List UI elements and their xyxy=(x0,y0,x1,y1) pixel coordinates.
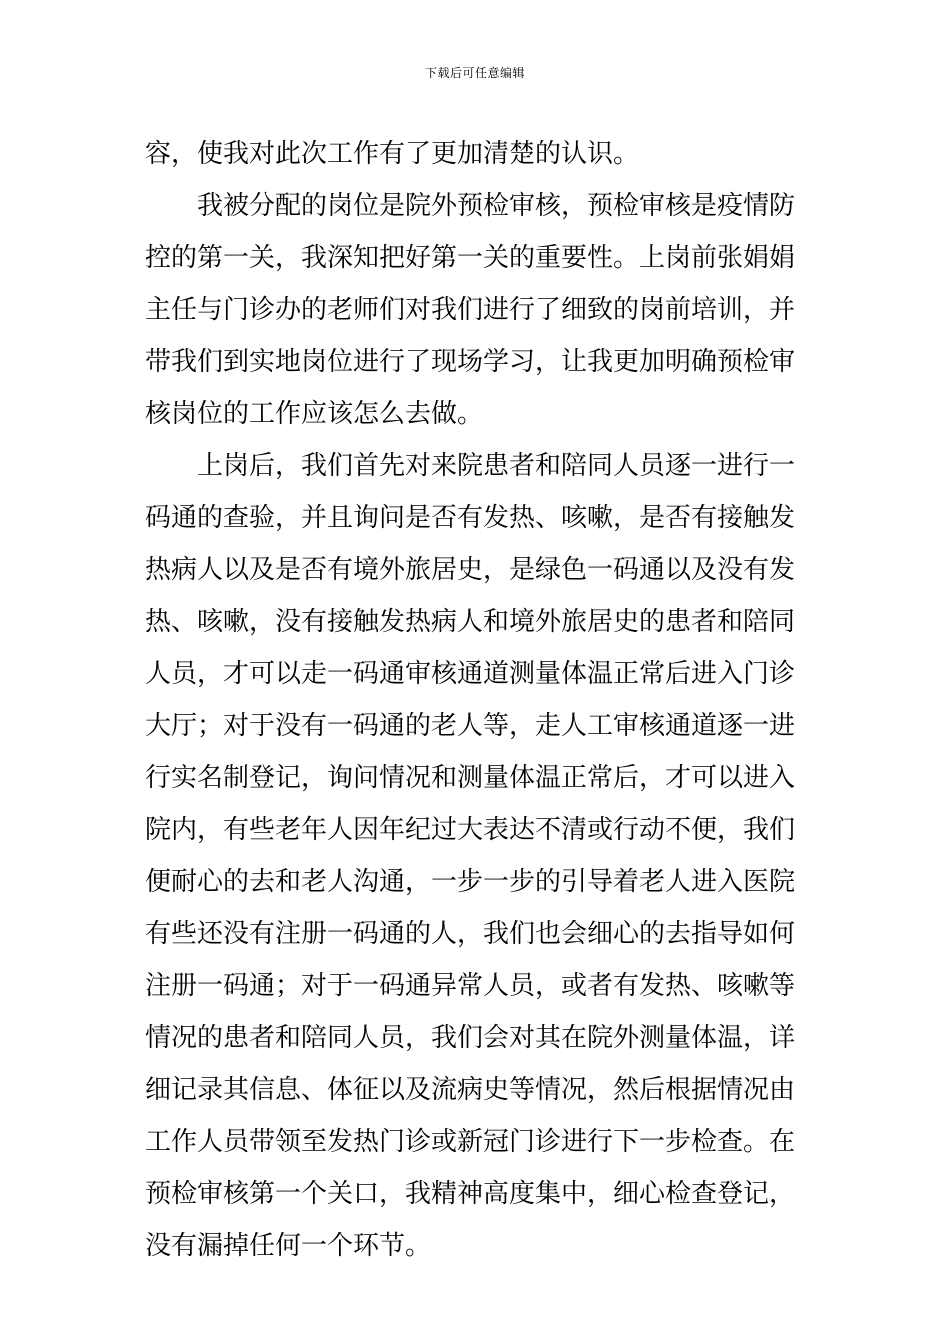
text-line: 注册一码通；对于一码通异常人员，或者有发热、咳嗽等 xyxy=(145,971,796,1001)
text-line: 工作人员带领至发热门诊或新冠门诊进行下一步检查。在 xyxy=(145,1127,796,1157)
text-line: 细记录其信息、体征以及流病史等情况，然后根据情况由 xyxy=(145,1075,796,1105)
text-line: 预检审核第一个关口，我精神高度集中，细心检查登记， xyxy=(145,1179,796,1209)
document-body xyxy=(145,128,810,1272)
text-line: 主任与门诊办的老师们对我们进行了细致的岗前培训，并 xyxy=(145,295,796,325)
text-line: 人员，才可以走一码通审核通道测量体温正常后进入门诊 xyxy=(145,659,796,689)
text-line: 情况的患者和陪同人员，我们会对其在院外测量体温，详 xyxy=(145,1023,796,1053)
text-line: 行实名制登记，询问情况和测量体温正常后，才可以进入 xyxy=(145,763,796,793)
text-line: 容，使我对此次工作有了更加清楚的认识。 xyxy=(145,139,640,169)
text-line: 上岗后，我们首先对来院患者和陪同人员逐一进行一 xyxy=(145,451,796,481)
text-line: 核岗位的工作应该怎么去做。 xyxy=(145,399,484,429)
text-line: 院内，有些老年人因年纪过大表达不清或行动不便，我们 xyxy=(145,815,796,845)
text-line: 大厅；对于没有一码通的老人等，走人工审核通道逐一进 xyxy=(145,711,796,741)
text-line: 没有漏掉任何一个环节。 xyxy=(145,1231,432,1261)
page-header-note: 下载后可任意编辑 xyxy=(424,66,525,80)
text-line: 热、咳嗽，没有接触发热病人和境外旅居史的患者和陪同 xyxy=(145,607,796,637)
text-line: 控的第一关，我深知把好第一关的重要性。上岗前张娟娟 xyxy=(145,243,796,273)
text-line: 便耐心的去和老人沟通，一步一步的引导着老人进入医院 xyxy=(145,867,796,897)
text-line: 带我们到实地岗位进行了现场学习，让我更加明确预检审 xyxy=(145,347,796,377)
text-line: 我被分配的岗位是院外预检审核，预检审核是疫情防 xyxy=(145,191,796,221)
text-line: 码通的查验，并且询问是否有发热、咳嗽，是否有接触发 xyxy=(145,503,796,533)
text-line: 有些还没有注册一码通的人，我们也会细心的去指导如何 xyxy=(145,919,796,949)
text-line: 热病人以及是否有境外旅居史，是绿色一码通以及没有发 xyxy=(145,555,796,585)
